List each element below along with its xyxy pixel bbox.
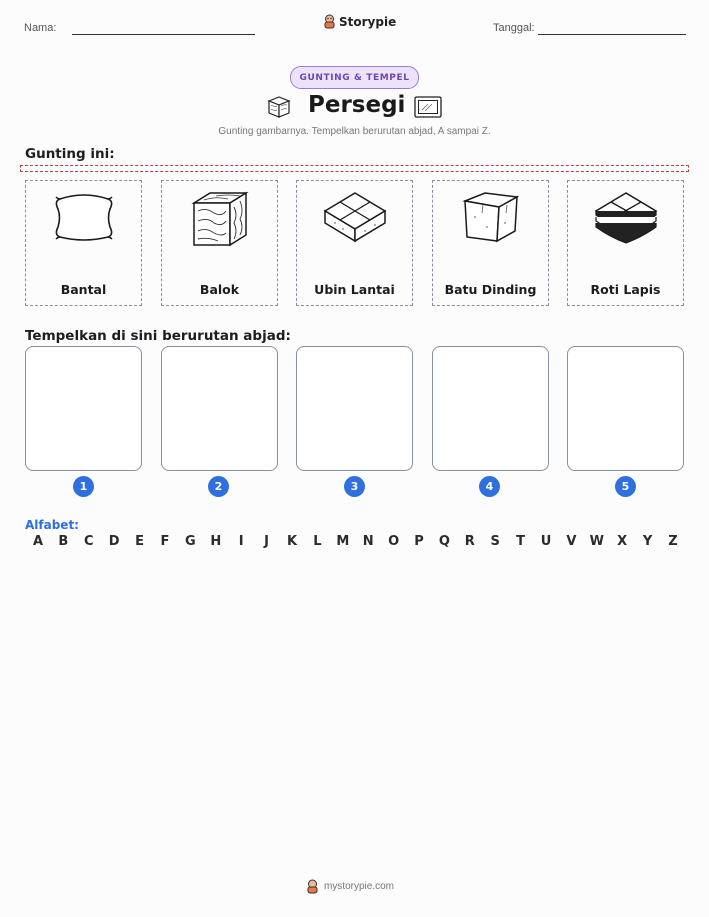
floor-tile-icon xyxy=(319,187,391,253)
paste-box-1[interactable] xyxy=(25,346,142,471)
alphabet-letter: T xyxy=(516,534,526,549)
sandwich-icon xyxy=(590,187,662,253)
name-field[interactable] xyxy=(72,34,255,35)
slot-number-1: 1 xyxy=(73,476,94,497)
alphabet-letter: E xyxy=(135,534,145,549)
card-label: Batu Dinding xyxy=(444,282,537,297)
cut-card-batu-dinding[interactable] xyxy=(432,180,549,306)
page-title: Persegi xyxy=(308,92,406,118)
cut-card-bantal[interactable] xyxy=(25,180,142,306)
wood-cube-icon xyxy=(266,94,292,120)
alphabet-letter: C xyxy=(84,534,94,549)
card-label: Ubin Lantai xyxy=(314,282,395,297)
paste-box-5[interactable] xyxy=(567,346,684,471)
alphabet-letter: K xyxy=(286,534,298,549)
alphabet-letter: P xyxy=(414,534,424,549)
card-label: Roti Lapis xyxy=(590,282,661,297)
wall-stone-icon xyxy=(455,187,527,253)
slot-number-5: 5 xyxy=(615,476,636,497)
brand-logo xyxy=(323,14,396,29)
date-field[interactable] xyxy=(538,34,686,35)
instructions: Gunting gambarnya. Tempelkan berurutan abjad, A sampai Z. xyxy=(218,126,491,137)
storypie-logo-icon xyxy=(323,14,336,29)
alphabet-letter: J xyxy=(264,534,270,549)
date-label: Tanggal: xyxy=(493,22,535,34)
alphabet-letter: Q xyxy=(438,534,450,549)
cut-line xyxy=(20,165,689,172)
alphabet-letter: F xyxy=(160,534,170,549)
alphabet-letter: D xyxy=(108,534,120,549)
picture-frame-icon xyxy=(414,96,442,118)
alphabet-letter: N xyxy=(362,534,374,549)
alphabet-letter: L xyxy=(313,534,322,549)
cut-heading: Gunting ini: xyxy=(25,146,115,162)
slot-number-4: 4 xyxy=(479,476,500,497)
card-label: Bantal xyxy=(60,282,107,297)
alphabet-letter: B xyxy=(58,534,69,549)
footer xyxy=(306,879,394,894)
pillow-icon xyxy=(48,187,120,247)
alphabet-letter: G xyxy=(185,534,196,549)
alphabet-letter: Z xyxy=(668,534,678,549)
paste-box-2[interactable] xyxy=(161,346,278,471)
header xyxy=(0,14,709,40)
alphabet-letter: U xyxy=(540,534,552,549)
storypie-footer-icon xyxy=(306,879,319,894)
alphabet-letter: O xyxy=(388,534,400,549)
brand-name: Storypie xyxy=(339,14,397,29)
cut-card-balok[interactable] xyxy=(161,180,278,306)
paste-box-4[interactable] xyxy=(432,346,549,471)
alphabet-letter: V xyxy=(566,534,577,549)
alphabet-letter: X xyxy=(617,534,628,549)
slot-number-3: 3 xyxy=(344,476,365,497)
alphabet-letter: Y xyxy=(642,534,653,549)
paste-box-3[interactable] xyxy=(296,346,413,471)
slot-number-2: 2 xyxy=(208,476,229,497)
name-label: Nama: xyxy=(24,22,57,34)
card-label: Balok xyxy=(199,282,240,297)
cut-card-roti-lapis[interactable] xyxy=(567,180,684,306)
alphabet-letter: I xyxy=(238,534,244,549)
wood-block-icon xyxy=(184,187,256,253)
footer-url: mystorypie.com xyxy=(324,881,395,892)
alphabet-letter: M xyxy=(336,534,350,549)
alphabet-label: Alfabet: xyxy=(25,518,79,532)
title-row xyxy=(0,92,709,124)
alphabet-letter: S xyxy=(490,534,500,549)
alphabet-letter: A xyxy=(32,534,44,549)
cut-card-ubin-lantai[interactable] xyxy=(296,180,413,306)
alphabet-letter: W xyxy=(589,534,604,549)
alphabet-letter: H xyxy=(210,534,222,549)
paste-heading: Tempelkan di sini berurutan abjad: xyxy=(25,328,291,344)
activity-badge: GUNTING & TEMPEL xyxy=(290,66,419,89)
alphabet-letter: R xyxy=(464,534,475,549)
